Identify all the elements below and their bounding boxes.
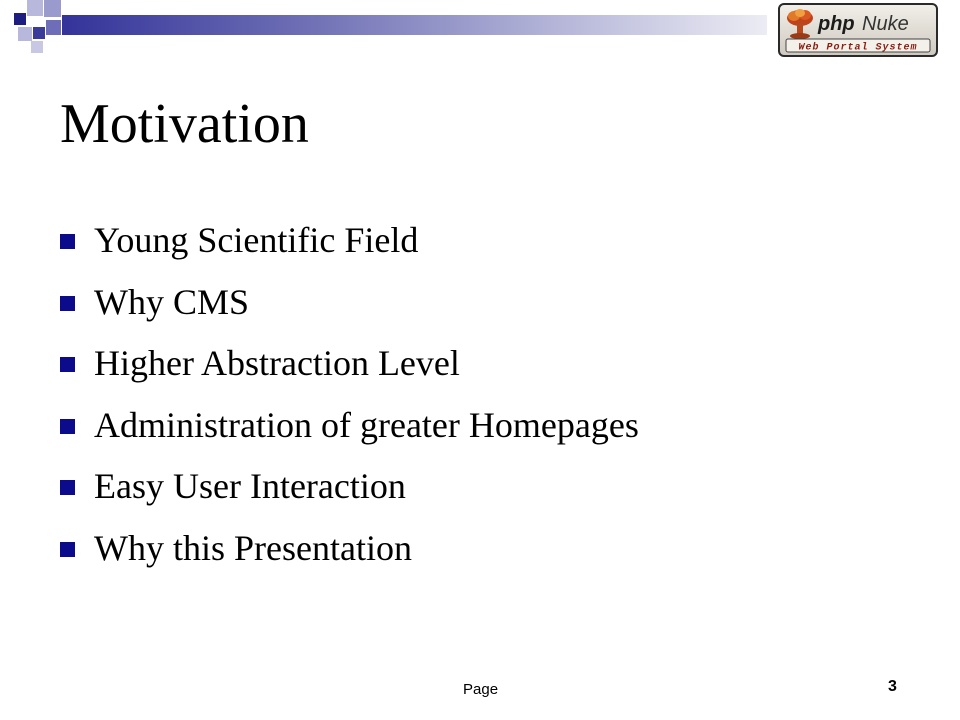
- deco-square-light: [27, 0, 43, 16]
- logo-tagline: Web Portal System: [798, 42, 918, 54]
- logo-graphic: [780, 5, 936, 55]
- logo-brand-nuke: Nuke: [862, 13, 909, 35]
- bullet-list: [60, 218, 639, 587]
- slide-title: Motivation: [60, 93, 309, 155]
- square-bullet-icon: [60, 234, 75, 249]
- bullet-text: Why CMS: [94, 281, 250, 322]
- phpnuke-logo: [778, 3, 938, 57]
- logo-brand-php: php: [818, 13, 855, 35]
- deco-square-dark: [33, 27, 45, 39]
- bullet-text: Young Scientific Field: [94, 220, 419, 260]
- deco-square-mid: [46, 20, 61, 35]
- bullet-item: [60, 280, 639, 342]
- bullet-text: Easy User Interaction: [94, 466, 406, 506]
- deco-square-dark: [14, 13, 26, 25]
- square-bullet-icon: [60, 419, 75, 434]
- bullet-text: Administration of greater Homepages: [94, 404, 639, 445]
- bullet-item: [60, 464, 639, 526]
- footer-page-label: Page: [463, 681, 499, 698]
- header-gradient-bar: [62, 15, 767, 35]
- deco-square-light: [44, 0, 61, 17]
- bullet-item: [60, 526, 639, 588]
- page-number: 3: [888, 678, 897, 695]
- square-bullet-icon: [60, 542, 75, 557]
- bullet-item: [60, 341, 639, 403]
- bullet-item: [60, 218, 639, 280]
- bullet-text: Why this Presentation: [94, 527, 412, 568]
- deco-square-light: [18, 27, 32, 41]
- mushroom-cloud-icon: [787, 9, 813, 39]
- square-bullet-icon: [60, 480, 75, 495]
- square-bullet-icon: [60, 296, 75, 311]
- bullet-item: [60, 403, 639, 465]
- square-bullet-icon: [60, 357, 75, 372]
- deco-square-light: [31, 41, 43, 53]
- bullet-text: Higher Abstraction Level: [94, 343, 460, 383]
